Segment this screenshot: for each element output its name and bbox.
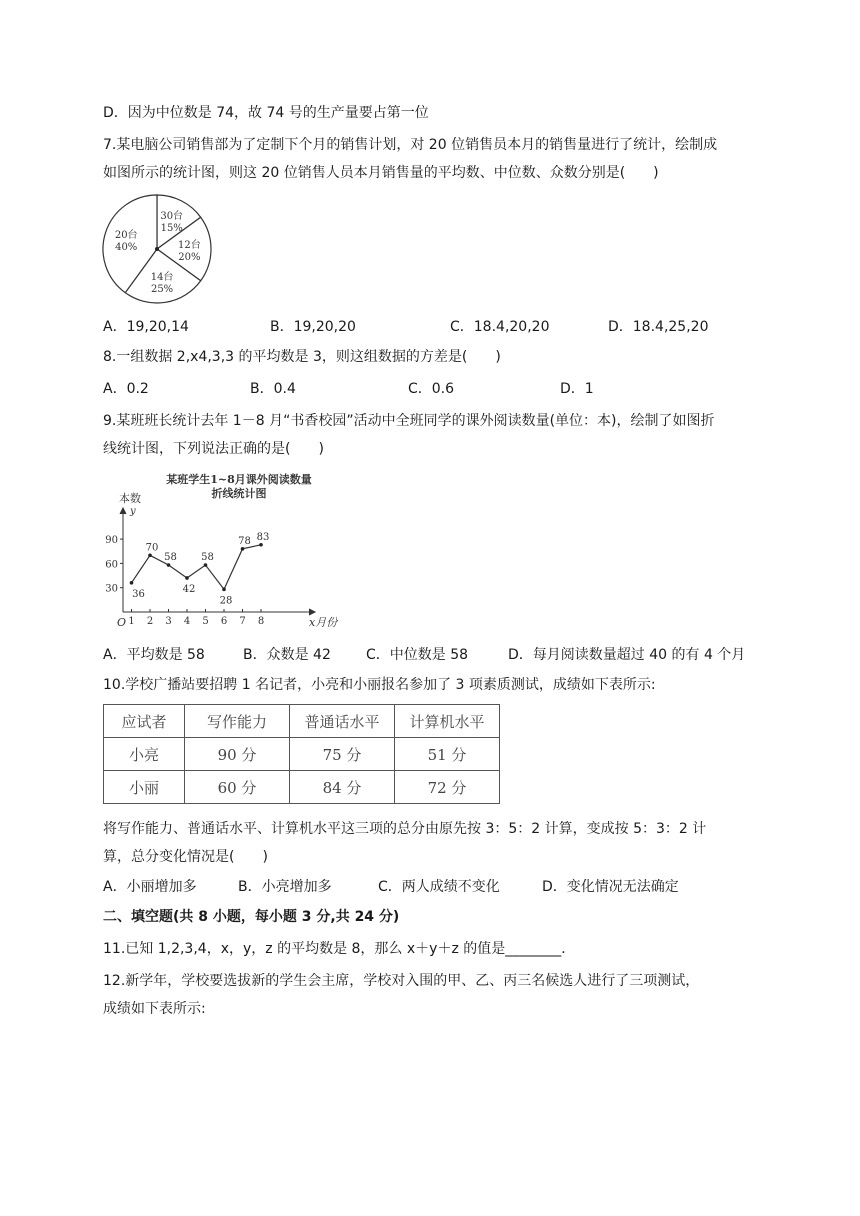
table-row: [104, 771, 500, 804]
q10-stem: 10.学校广播站要招聘 1 名记者，小亮和小丽报名参加了 3 项素质测试，成绩如下表所示:: [103, 677, 656, 693]
data-label: 58: [201, 552, 214, 564]
table-header-cell: 写作能力: [185, 705, 290, 738]
x-axis-arrow: [309, 609, 315, 615]
x-tick-label: 2: [146, 616, 154, 627]
pie-slice-label: 14台: [150, 272, 174, 284]
pie-slice-percent: 25%: [150, 284, 174, 296]
q9-option-c[interactable]: C．中位数是 58: [366, 647, 469, 663]
data-label: 83: [256, 531, 270, 543]
data-point: [204, 563, 208, 567]
y-tick-label: 90: [105, 535, 118, 547]
pie-slice-percent: 20%: [178, 252, 201, 263]
q10-explain-line2: 算，总分变化情况是( ): [103, 849, 268, 865]
pie-center-dot: [155, 247, 159, 251]
y-tick-label: 60: [105, 559, 118, 571]
q9-option-d[interactable]: D．每月阅读数量超过 40 的有 4 个月: [508, 647, 746, 663]
q7-option-d[interactable]: D．18.4,25,20: [608, 319, 709, 335]
q8-option-a[interactable]: A．0.2: [103, 381, 149, 397]
data-label: 78: [238, 535, 251, 547]
origin-label: O: [117, 616, 127, 629]
q8-option-d[interactable]: D．1: [560, 381, 594, 397]
q7-option-a[interactable]: A．19,20,14: [103, 319, 189, 335]
q7-stem-line1: 7.某电脑公司销售部为了定制下个月的销售计划，对 20 位销售员本月的销售量进行了统计，绘制成: [103, 137, 718, 153]
table-row: [104, 738, 500, 771]
q8-option-c[interactable]: C．0.6: [408, 381, 455, 397]
table-header-cell: 普通话水平: [290, 705, 395, 738]
q8-stem: 8.一组数据 2,x4,3,3 的平均数是 3，则这组数据的方差是( ): [103, 349, 501, 365]
q12-stem-line2: 成绩如下表所示:: [103, 1001, 206, 1017]
q7-option-b[interactable]: B．19,20,20: [270, 319, 356, 335]
q9-stem-line2: 线统计图，下列说法正确的是( ): [103, 441, 324, 457]
y-axis-title: 本数: [119, 492, 141, 505]
score-table: [103, 704, 500, 804]
data-label: 28: [219, 595, 233, 607]
x-tick-label: 3: [165, 616, 172, 627]
q9-stem-line1: 9.某班班长统计去年 1－8 月“书香校园”活动中全班同学的课外阅读数量(单位：本)，绘制了如图折: [103, 413, 715, 429]
data-point: [167, 563, 171, 567]
q9-option-b[interactable]: B．众数是 42: [243, 647, 331, 663]
sales-pie-chart: [100, 192, 220, 312]
q10-explain-line1: 将写作能力、普通话水平、计算机水平这三项的总分由原先按 3：5：2 计算，变成按 5：3：2 计: [103, 821, 707, 837]
q7-option-c[interactable]: C．18.4,20,20: [450, 319, 550, 335]
data-label: 58: [164, 552, 177, 564]
table-cell: 小亮: [104, 738, 185, 771]
data-point: [259, 543, 263, 547]
q10-option-c[interactable]: C．两人成绩不变化: [378, 879, 500, 895]
q10-option-d[interactable]: D．变化情况无法确定: [542, 879, 679, 895]
q10-option-b[interactable]: B．小亮增加多: [238, 879, 332, 895]
data-label: 36: [132, 588, 145, 600]
chart-subtitle: 折线统计图: [211, 487, 267, 500]
q7-stem-line2: 如图所示的统计图，则这 20 位销售人员本月销售量的平均数、中位数、众数分别是( ): [103, 165, 659, 181]
x-axis-title: x月份: [309, 616, 338, 629]
x-tick-label: 7: [239, 616, 246, 627]
table-cell: 84 分: [290, 771, 395, 804]
table-header-row: [104, 705, 500, 738]
table-header-cell: 计算机水平: [395, 705, 500, 738]
table-cell: 75 分: [290, 738, 395, 771]
data-point: [148, 554, 152, 558]
data-label: 70: [145, 542, 159, 554]
pie-slice-percent: 40%: [115, 241, 138, 253]
table-cell: 51 分: [395, 738, 500, 771]
q8-option-b[interactable]: B．0.4: [250, 381, 296, 397]
table-header-cell: 应试者: [104, 705, 185, 738]
pie-slice-percent: 15%: [160, 223, 183, 235]
q12-stem-line1: 12.新学年，学校要选拔新的学生会主席，学校对入围的甲、乙、丙三名候选人进行了三项测试，: [103, 973, 700, 989]
chart-title: 某班学生1~8月课外阅读数量: [166, 473, 312, 486]
q10-option-a[interactable]: A．小丽增加多: [103, 879, 197, 895]
x-tick-label: 4: [183, 616, 191, 627]
pie-slice-label: 30台: [160, 211, 184, 223]
table-cell: 60 分: [185, 771, 290, 804]
x-tick-label: 8: [257, 616, 265, 627]
y-tick-label: 30: [105, 583, 118, 595]
table-cell: 小丽: [104, 771, 185, 804]
data-point: [241, 547, 245, 551]
x-tick-label: 5: [202, 616, 209, 627]
q9-option-a[interactable]: A．平均数是 58: [103, 647, 205, 663]
reading-line-chart: [103, 470, 343, 630]
pie-slice-label: 20台: [114, 229, 138, 241]
data-point: [185, 576, 189, 580]
q6-option-d: D．因为中位数是 74，故 74 号的生产量要占第一位: [103, 105, 429, 121]
data-point: [222, 588, 226, 592]
pie-slice-label: 12台: [178, 240, 201, 251]
y-axis-letter: y: [130, 506, 136, 517]
table-cell: 72 分: [395, 771, 500, 804]
x-tick-label: 6: [220, 616, 228, 627]
x-tick-label: 1: [128, 616, 135, 627]
data-label: 42: [182, 583, 196, 595]
section-2-heading: 二、填空题(共 8 小题，每小题 3 分,共 24 分): [103, 909, 400, 925]
table-cell: 90 分: [185, 738, 290, 771]
data-point: [130, 581, 134, 585]
q11-stem: 11.已知 1,2,3,4，x，y，z 的平均数是 8，那么 x＋y＋z 的值是________．: [103, 941, 576, 957]
y-axis-arrow: [120, 508, 126, 514]
